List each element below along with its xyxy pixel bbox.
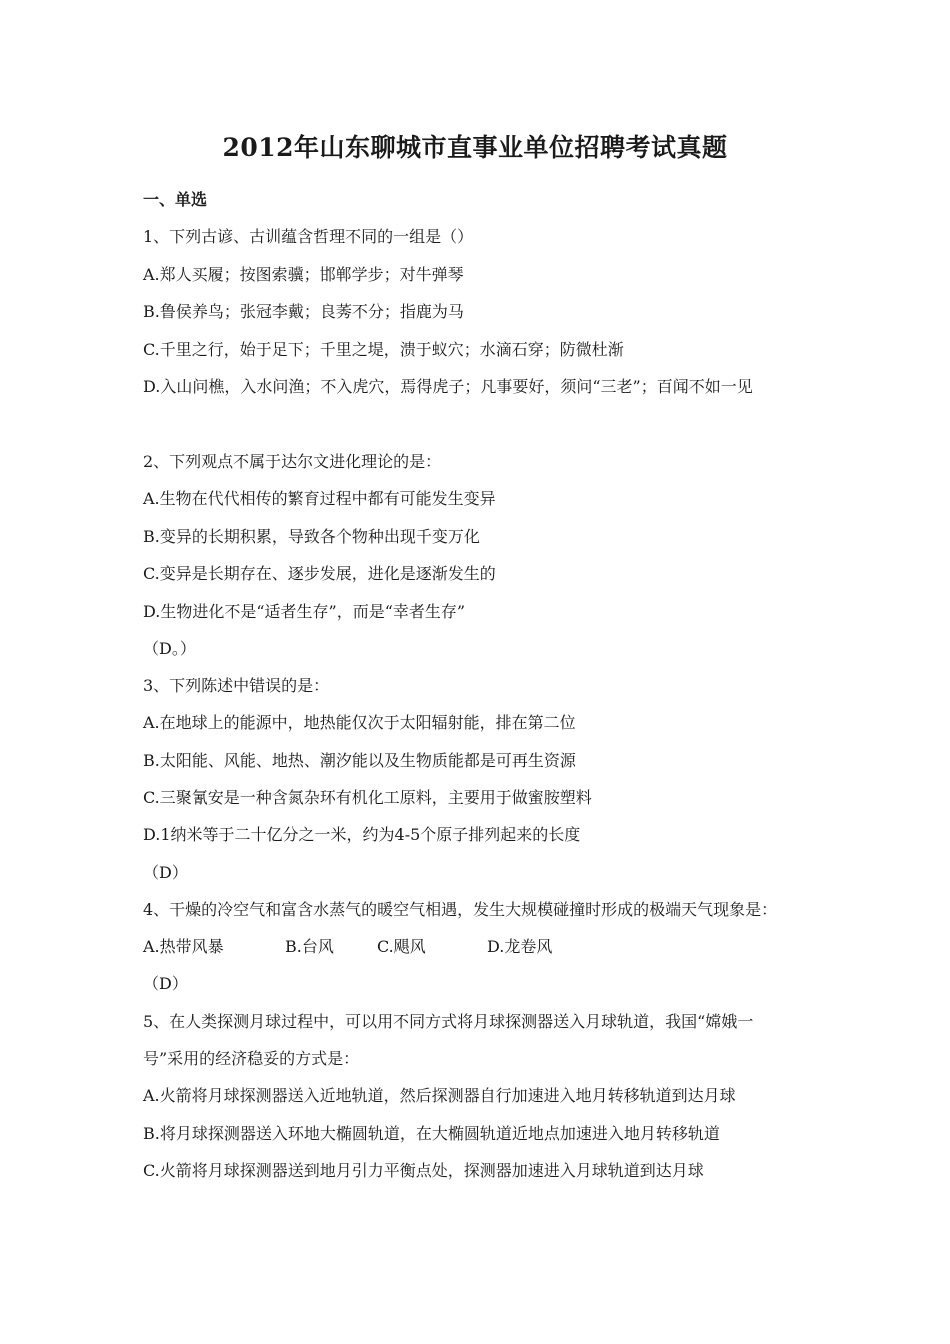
question-5-option-a: A.火箭将月球探测器送入近地轨道，然后探测器自行加速进入地月转移轨道到达月球 [143, 1086, 736, 1105]
question-3-option-a: A.在地球上的能源中，地热能仅次于太阳辐射能，排在第二位 [143, 713, 576, 732]
question-4-answer: （D） [143, 974, 188, 993]
question-1-option-c: C.千里之行，始于足下；千里之堤，溃于蚁穴；水滴石穿；防微杜渐 [143, 340, 624, 359]
question-1-stem: 1、下列古谚、古训蕴含哲理不同的一组是（） [143, 227, 474, 246]
question-5-stem-line-1: 5、在人类探测月球过程中，可以用不同方式将月球探测器送入月球轨道，我国“嫦娥一 [143, 1012, 754, 1031]
question-3-option-d: D.1纳米等于二十亿分之一米，约为4-5个原子排列起来的长度 [143, 825, 581, 844]
question-4-option-c: C.飓风 [377, 937, 426, 956]
question-5-stem-line-2: 号”采用的经济稳妥的方式是： [143, 1049, 360, 1068]
question-2-answer: （D。） [143, 639, 196, 658]
question-5-option-b: B.将月球探测器送入环地大椭圆轨道，在大椭圆轨道近地点加速进入地月转移轨道 [143, 1124, 720, 1143]
question-1-option-a: A.郑人买履；按图索骥；邯郸学步；对牛弹琴 [143, 265, 464, 284]
section-heading: 一、单选 [143, 190, 208, 209]
question-3-option-c: C.三聚氰安是一种含氮杂环有机化工原料，主要用于做蜜胺塑料 [143, 788, 592, 807]
question-4-option-b: B.台风 [285, 937, 334, 956]
question-1-option-d: D.入山问樵，入水问渔；不入虎穴，焉得虎子；凡事要好，须问“三老”；百闻不如一见 [143, 377, 753, 396]
document-title: 2012年山东聊城市直事业单位招聘考试真题 [222, 133, 728, 162]
question-3-option-b: B.太阳能、风能、地热、潮汐能以及生物质能都是可再生资源 [143, 751, 576, 770]
question-4-option-a: A.热带风暴 [143, 937, 224, 956]
question-2-option-c: C.变异是长期存在、逐步发展，进化是逐渐发生的 [143, 564, 496, 583]
question-2-option-d: D.生物进化不是“适者生存”，而是“幸者生存” [143, 602, 466, 621]
question-2-option-a: A.生物在代代相传的繁育过程中都有可能发生变异 [143, 489, 496, 508]
question-1-option-b: B.鲁侯养鸟；张冠李戴；良莠不分；指鹿为马 [143, 302, 464, 321]
question-3-answer: （D） [143, 863, 188, 882]
question-3-stem: 3、下列陈述中错误的是： [143, 676, 330, 695]
question-2-option-b: B.变异的长期积累，导致各个物种出现千变万化 [143, 527, 480, 546]
question-4-stem: 4、干燥的冷空气和富含水蒸气的暖空气相遇，发生大规模碰撞时形成的极端天气现象是： [143, 900, 778, 919]
question-2-stem: 2、下列观点不属于达尔文进化理论的是： [143, 452, 442, 471]
question-5-option-c: C.火箭将月球探测器送到地月引力平衡点处，探测器加速进入月球轨道到达月球 [143, 1161, 704, 1180]
question-4-option-d: D.龙卷风 [487, 937, 553, 956]
question-4-options [143, 936, 823, 958]
